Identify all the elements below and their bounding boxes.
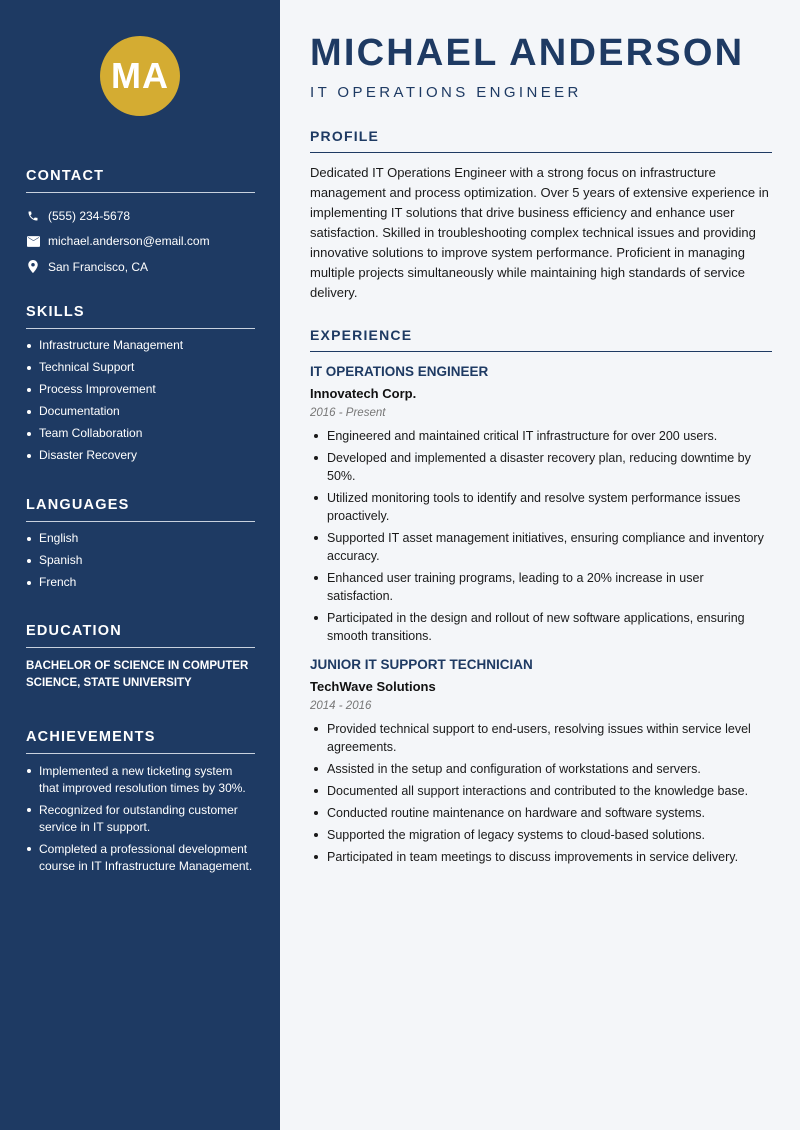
company-name: Innovatech Corp.	[310, 386, 417, 401]
phone-text: (555) 234-5678	[48, 208, 131, 223]
achievements-section	[26, 729, 255, 880]
skill-item: Team Collaboration	[26, 426, 255, 441]
mail-icon	[26, 234, 40, 248]
job-entry	[310, 364, 772, 645]
job-bullet: Assisted in the setup and configuration of workstations and servers.	[310, 760, 772, 778]
avatar: MA	[100, 36, 180, 116]
achievements-heading: ACHIEVEMENTS	[26, 729, 255, 754]
location-pin-icon	[26, 260, 40, 274]
job-bullet: Supported the migration of legacy systems to cloud-based solutions.	[310, 826, 772, 844]
education-heading: EDUCATION	[26, 623, 255, 648]
job-bullet: Developed and implemented a disaster recovery plan, reducing downtime by 50%.	[310, 449, 772, 485]
achievements-list	[26, 763, 255, 875]
skill-item: Infrastructure Management	[26, 338, 255, 353]
languages-heading: LANGUAGES	[26, 497, 255, 522]
job-dates: 2014 - 2016	[310, 700, 372, 712]
job-bullet: Participated in the design and rollout of new software applications, ensuring smooth transitions.	[310, 609, 772, 645]
candidate-name: MICHAEL ANDERSON	[310, 32, 745, 74]
job-bullet: Enhanced user training programs, leading to a 20% increase in user satisfaction.	[310, 569, 772, 605]
profile-text: Dedicated IT Operations Engineer with a strong focus on infrastructure management and process optimization. Over 5 years of extensive experience in implementing IT solutions that drive business efficiency and enhance user satisfaction. Skilled in troubleshooting complex technical issues and providing innovative solutions to improve system performance. Proficient in managing multiple projects simultaneously while maintaining high standards of service delivery.	[310, 165, 769, 300]
skills-list	[26, 338, 255, 463]
job-bullet: Provided technical support to end-users, resolving issues within service level agreements.	[310, 720, 772, 756]
contact-list	[26, 203, 255, 280]
language-item: English	[26, 531, 255, 546]
job-bullets	[310, 427, 772, 645]
job-bullet: Supported IT asset management initiatives, ensuring compliance and inventory accuracy.	[310, 529, 772, 565]
skill-item: Technical Support	[26, 360, 255, 375]
location-text: San Francisco, CA	[48, 259, 149, 274]
job-bullet: Utilized monitoring tools to identify and resolve system performance issues proactively.	[310, 489, 772, 525]
contact-location	[26, 254, 255, 280]
job-bullet: Documented all support interactions and contributed to the knowledge base.	[310, 782, 772, 800]
phone-icon	[26, 209, 40, 223]
candidate-role: IT OPERATIONS ENGINEER	[310, 84, 582, 101]
profile-section	[310, 128, 772, 303]
job-bullet: Conducted routine maintenance on hardware and software systems.	[310, 804, 772, 822]
company-name: TechWave Solutions	[310, 679, 436, 694]
sidebar	[0, 0, 280, 1130]
job-bullet: Participated in team meetings to discuss improvements in service delivery.	[310, 848, 772, 866]
achievement-item: Recognized for outstanding customer service in IT support.	[26, 802, 255, 836]
job-dates: 2016 - Present	[310, 407, 386, 419]
achievement-item: Completed a professional development course in IT Infrastructure Management.	[26, 841, 255, 875]
contact-email	[26, 229, 255, 255]
skills-section	[26, 304, 255, 470]
contact-phone	[26, 203, 255, 229]
skill-item: Disaster Recovery	[26, 448, 255, 463]
email-text: michael.anderson@email.com	[48, 234, 210, 249]
skill-item: Documentation	[26, 404, 255, 419]
education-section	[26, 623, 255, 692]
job-title: IT OPERATIONS ENGINEER	[310, 364, 489, 379]
contact-section	[26, 168, 255, 280]
education-degree: BACHELOR OF SCIENCE IN COMPUTER SCIENCE, STATE UNIVERSITY	[26, 660, 249, 689]
profile-heading: PROFILE	[310, 128, 772, 153]
contact-heading: CONTACT	[26, 168, 255, 193]
skills-heading: SKILLS	[26, 304, 255, 329]
language-item: Spanish	[26, 553, 255, 568]
skill-item: Process Improvement	[26, 382, 255, 397]
job-bullet: Engineered and maintained critical IT infrastructure for over 200 users.	[310, 427, 772, 445]
job-bullets	[310, 720, 772, 866]
experience-section	[310, 327, 772, 870]
achievement-item: Implemented a new ticketing system that improved resolution times by 30%.	[26, 763, 255, 797]
languages-section	[26, 497, 255, 597]
languages-list	[26, 531, 255, 590]
language-item: French	[26, 575, 255, 590]
job-entry	[310, 657, 772, 866]
experience-heading: EXPERIENCE	[310, 327, 772, 352]
job-title: JUNIOR IT SUPPORT TECHNICIAN	[310, 657, 533, 672]
